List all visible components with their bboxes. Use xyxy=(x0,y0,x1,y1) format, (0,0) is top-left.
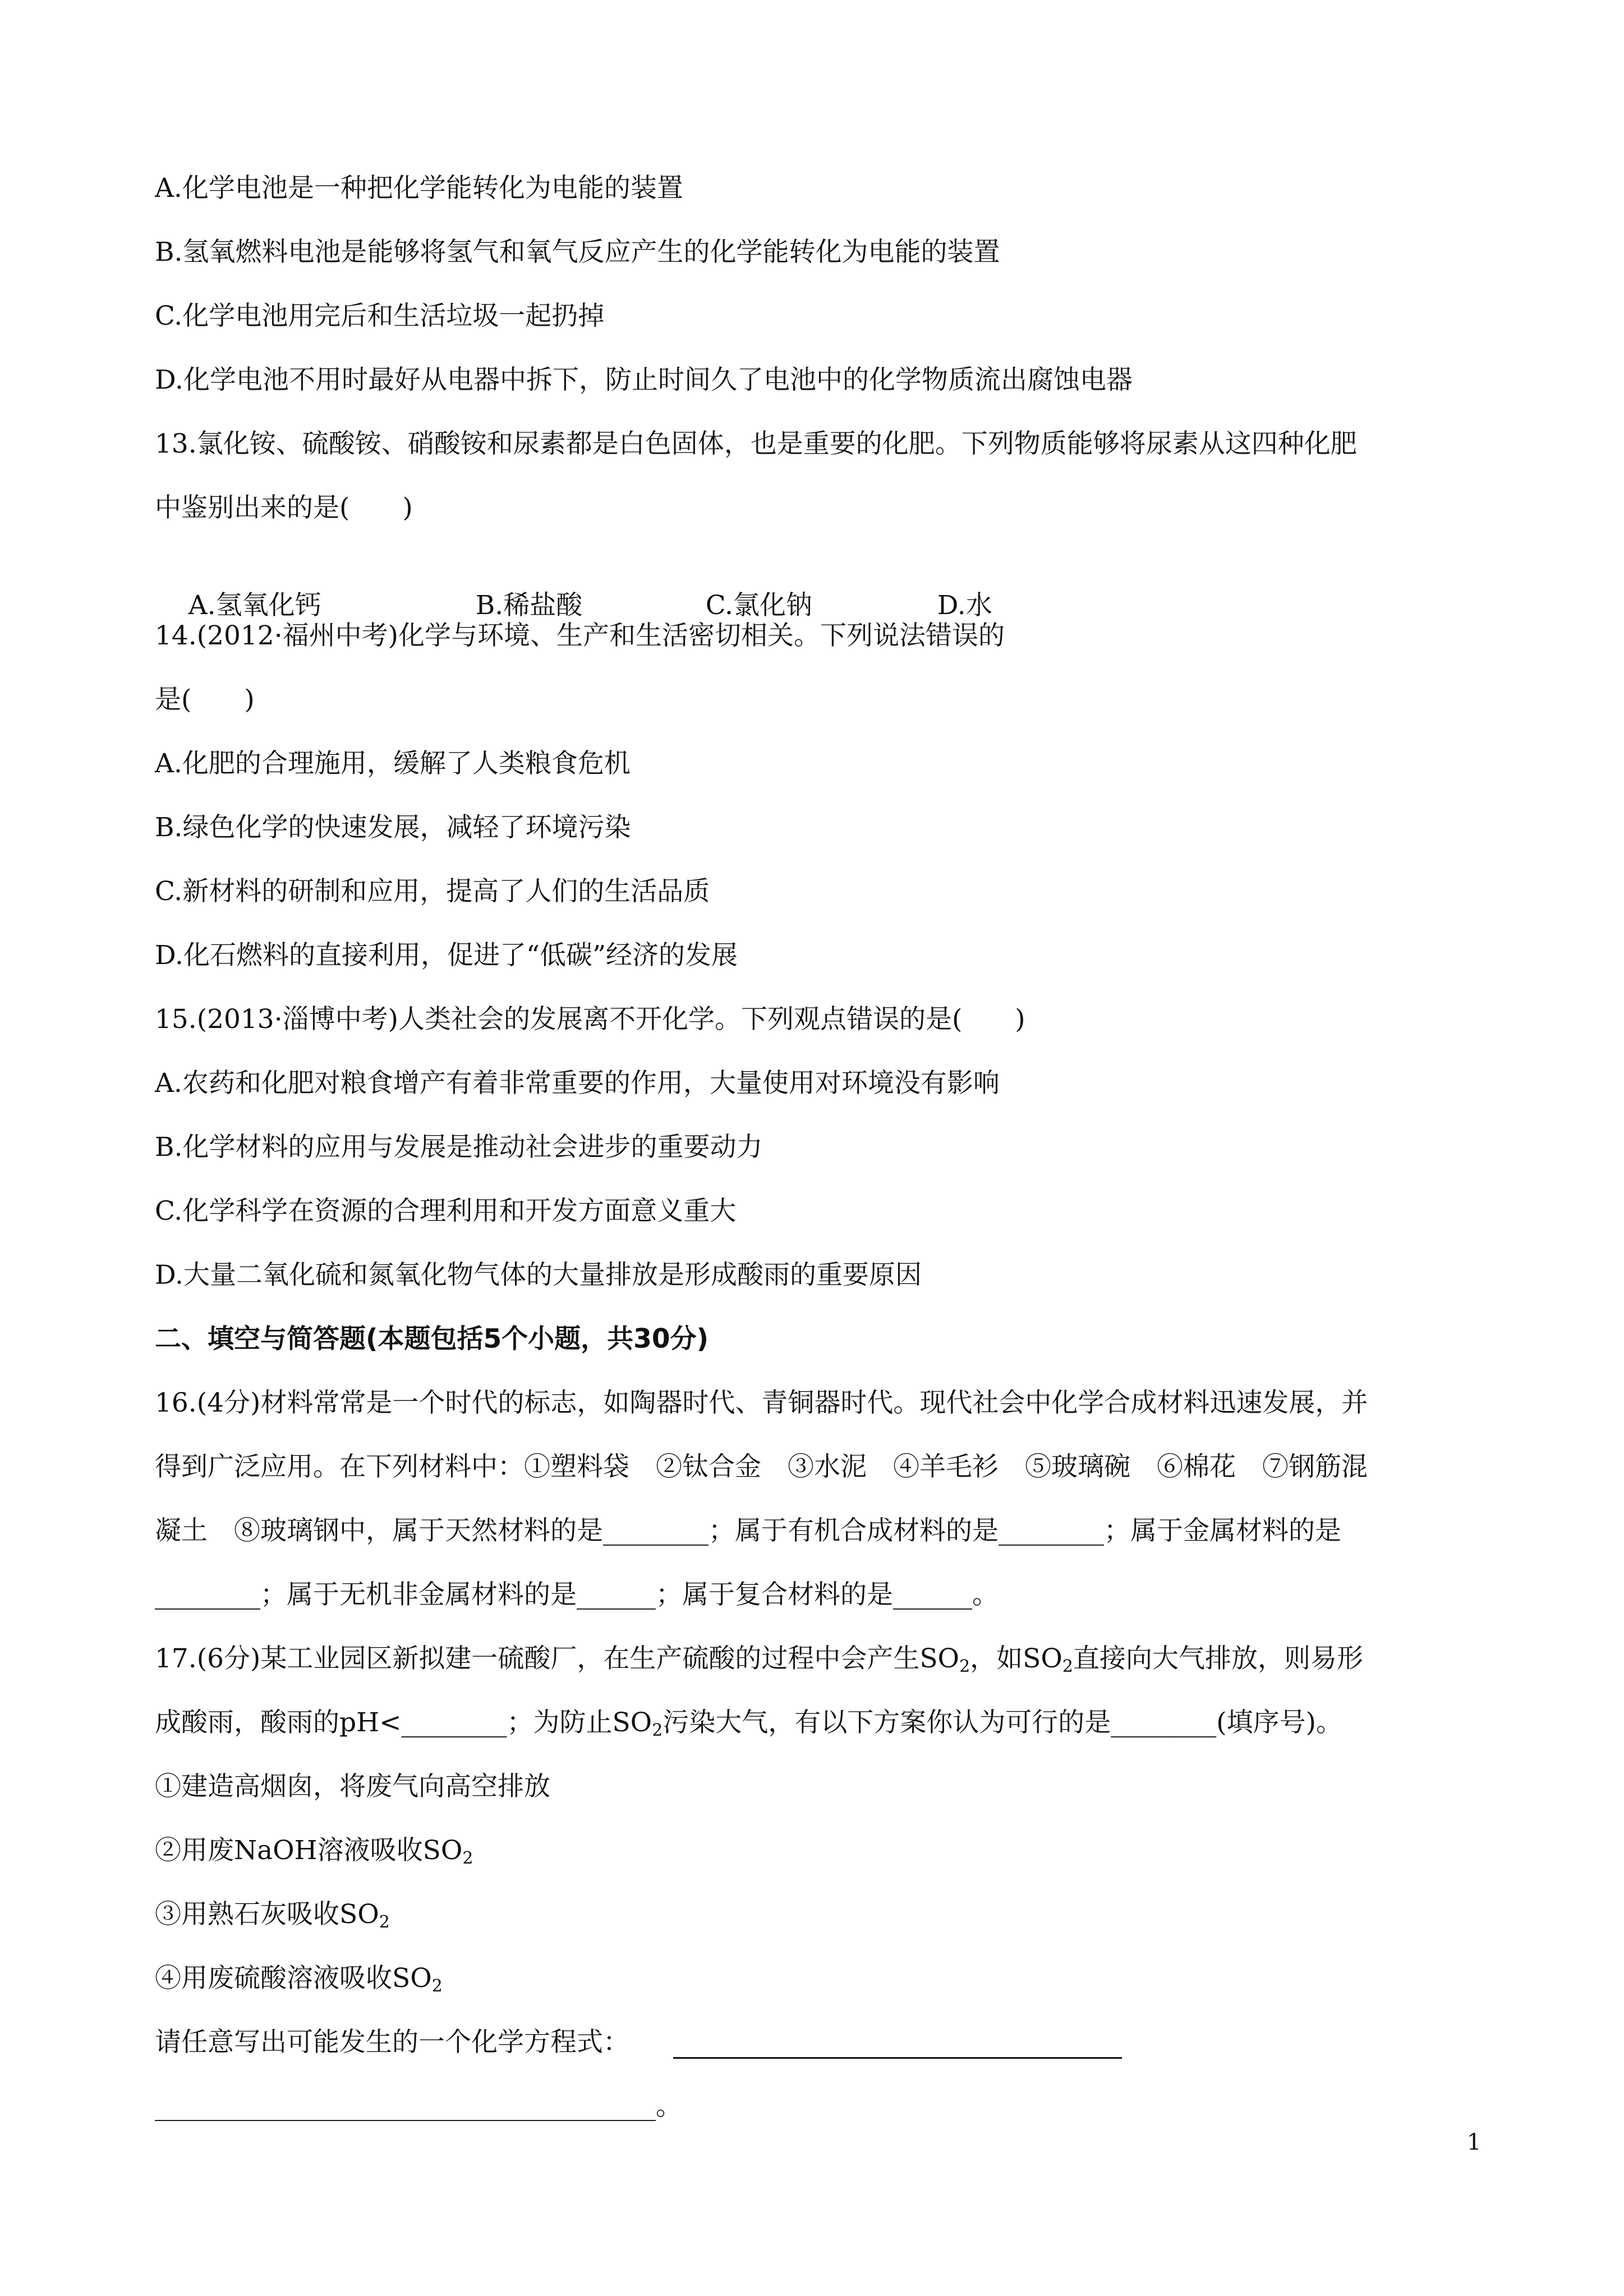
q15-option-b: B.化学材料的应用与发展是推动社会进步的重要动力 xyxy=(155,1132,763,1163)
q14-option-a: A.化肥的合理施用，缓解了人类粮食危机 xyxy=(155,748,631,779)
q12-option-a: A.化学电池是一种把化学能转化为电能的装置 xyxy=(155,173,683,204)
q14-option-c: C.新材料的研制和应用，提高了人们的生活品质 xyxy=(155,876,710,907)
q12-option-b: B.氢氧燃料电池是能够将氢气和氧气反应产生的化学能转化为电能的装置 xyxy=(155,237,1000,268)
section-heading: 二、填空与简答题(本题包括5个小题，共30分) xyxy=(155,1324,709,1354)
q17-plan-1: ①建造高烟囱，将废气向高空排放 xyxy=(155,1771,550,1802)
q14-option-d: D.化石燃料的直接利用，促进了“低碳”经济的发展 xyxy=(155,940,738,971)
q17-line2: 成酸雨，酸雨的pH<________；为防止$SO_2$污染大气，有以下方案你认为可行的是________(填序号)。 xyxy=(155,1707,1342,1740)
q13-option-b: B.稀盐酸 xyxy=(475,590,583,621)
q14-option-b: B.绿色化学的快速发展，减轻了环境污染 xyxy=(155,812,631,843)
q17-line1: 17.(6分)某工业园区新拟建一硫酸厂，在生产硫酸的过程中会产生$SO_2$，如$SO_2$直接向大气排放，则易形 xyxy=(155,1643,1363,1676)
q15-option-c: C.化学科学在资源的合理利用和开发方面意义重大 xyxy=(155,1196,737,1227)
q17-plan-4: ④用废硫酸溶液吸收$SO_2$ xyxy=(155,1963,443,1996)
q14-stem-line2: 是( ) xyxy=(155,684,255,715)
q13-option-a: A.氢氧化钙 xyxy=(188,590,321,621)
q17-plan-3: ③用熟石灰吸收$SO_2$ xyxy=(155,1899,390,1932)
q17-plan-2: ②用废NaOH溶液吸收$SO_2$ xyxy=(155,1835,473,1868)
q12-option-c: C.化学电池用完后和生活垃圾一起扔掉 xyxy=(155,301,605,331)
q17-equation-prompt: 请任意写出可能发生的一个化学方程式： xyxy=(155,2027,629,2058)
q17-equation-blank: ______________________________________。 xyxy=(155,2091,682,2122)
q16-line3: 凝土 ⑧玻璃钢中，属于天然材料的是________；属于有机合成材料的是________；属于金属材料的是 xyxy=(155,1515,1341,1546)
q15-stem: 15.(2013·淄博中考)人类社会的发展离不开化学。下列观点错误的是( ) xyxy=(155,1004,1025,1035)
q16-line1: 16.(4分)材料常常是一个时代的标志，如陶器时代、青铜器时代。现代社会中化学合成材料迅速发展，并 xyxy=(155,1387,1368,1418)
equation-answer-line xyxy=(673,2057,1122,2059)
q13-stem-line1: 13.氯化铵、硫酸铵、硝酸铵和尿素都是白色固体，也是重要的化肥。下列物质能够将尿素从这四种化肥 xyxy=(155,428,1357,459)
q13-option-d: D.水 xyxy=(937,590,992,621)
q16-line2: 得到广泛应用。在下列材料中：①塑料袋 ②钛合金 ③水泥 ④羊毛衫 ⑤玻璃碗 ⑥棉花 ⑦钢筋混 xyxy=(155,1451,1368,1482)
q13-option-c: C.氯化钠 xyxy=(705,590,812,621)
q13-stem-line2: 中鉴别出来的是( ) xyxy=(155,492,413,523)
page-number: 1 xyxy=(1467,2129,1482,2155)
q15-option-a: A.农药和化肥对粮食增产有着非常重要的作用，大量使用对环境没有影响 xyxy=(155,1068,1000,1099)
q16-line4: ________；属于无机非金属材料的是______；属于复合材料的是______。 xyxy=(155,1579,999,1610)
q15-option-d: D.大量二氧化硫和氮氧化物气体的大量排放是形成酸雨的重要原因 xyxy=(155,1260,922,1290)
q14-stem-line1: 14.(2012·福州中考)化学与环境、生产和生活密切相关。下列说法错误的 xyxy=(155,620,1005,651)
q12-option-d: D.化学电池不用时最好从电器中拆下，防止时间久了电池中的化学物质流出腐蚀电器 xyxy=(155,365,1133,395)
